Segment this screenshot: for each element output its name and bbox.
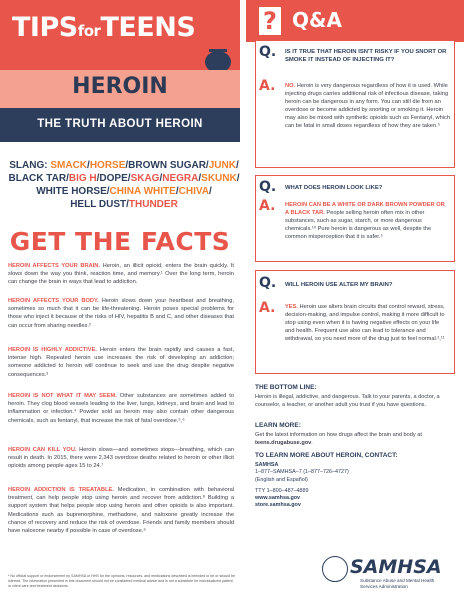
answer-text: NO. Heroin is very dangerous regardless of how it is used. While injecting drugs carries additional risk of infectious disease, taking heroin can be dangerous in any form. You can still die from an overdose or become addicted by snorting or smoking it. Heroin may also be mixed with synthetic opioids such as Fentanyl, which can be fatal in small doses regardless of how they are taken.⁵	[285, 83, 451, 129]
facts-heading: GET THE FACTS	[9, 227, 231, 256]
fact-paragraph: HEROIN IS HIGHLY ADDICTIVE. Heroin enters the brain rapidly and causes a fast, intense high. Repeated heroin use increases the risk of developing an addiction; someone addicted to heroin will continue to seek and use the drug despite negative consequences.³	[8, 347, 234, 378]
a-label: A.	[259, 78, 276, 94]
samhsa-store-link[interactable]: store.samhsa.gov	[255, 502, 301, 509]
q-label: Q.	[259, 44, 277, 60]
learn-more-text: Get the latest information on how drugs affect the brain and body at teens.drugabuse.gov.	[255, 432, 422, 446]
a-label: A.	[259, 198, 276, 214]
teens-drugabuse-link[interactable]: teens.drugabuse.gov	[255, 439, 312, 446]
samhsa-logo-subtitle: Substance Abuse and Mental Health Services Administration	[360, 578, 435, 589]
question-text: IS IT TRUE THAT HEROIN ISN'T RISKY IF YOU SNORT OR SMOKE IT INSTEAD OF INJECTING IT?	[285, 49, 447, 63]
contact-language: (English and Español)	[255, 476, 308, 483]
q-label: Q.	[259, 275, 277, 291]
fact-paragraph: HEROIN AFFECTS YOUR BODY. Heroin slows down your heartbeat and breathing, sometimes so much that it can be life-threatening. Heroin poses special problems for those who inject it because of the risks of HIV, hepatitis B and C, and other diseases that can occur from sharing needles.²	[8, 298, 234, 329]
fact-paragraph: HEROIN IS NOT WHAT IT MAY SEEM. Other substances are sometimes added to heroin. They clog blood vessels leading to the liver, lungs, kidneys, and brain and lead to inflammation or infection.⁴ Powder sold as heroin may also contain other dangerous chemicals, such as fentanyl, that increase the risk of fatal overdose.⁵,⁶	[8, 393, 234, 424]
answer-text: YES. Heroin use alters brain circuits that control reward, stress, decision-making, and impulse control, making it more difficult to stop using even when it is having negative effects on your life and health. Frequent use also can lead to tolerance and withdrawal, so you need more of the drug just to feel normal.²,¹¹	[285, 304, 445, 342]
learn-more-heading: LEARN MORE:	[255, 422, 301, 429]
contact-phone[interactable]: 1–877–SAMHSA–7 (1–877–726–4727)	[255, 469, 349, 476]
contact-org: SAMHSA	[255, 462, 279, 468]
answer-text: HEROIN CAN BE A WHITE OR DARK BROWN POWDER OR A BLACK TAR. People selling heroin often mix in other substances, such as sugar, starch, or more dangerous chemicals.¹⁰ Pure heroin is dangerous as well, despite the common misperception that it is safer.⁵	[285, 202, 445, 240]
drug-name-heading: HEROIN	[72, 74, 168, 99]
fact-paragraph: HEROIN AFFECTS YOUR BRAIN. Heroin, an illicit opioid, enters the brain quickly. It slows down the way you think, reaction time, and memory.¹ Over the long term, heroin can change the brain in ways that lead to addiction.	[8, 263, 234, 286]
slang-list: SLANG: SMACK/HORSE/BROWN SUGAR/JUNK/ BLACK TAR/BIG H/DOPE/SKAG/NEGRA/SKUNK/ WHITE HORSE/CHINA WHITE/CHIVA/ HELL DUST/THUNDER	[8, 160, 240, 210]
fact-paragraph: HEROIN ADDICTION IS TREATABLE. Medication, in combination with behavioral treatment, can help people stop using heroin and recover from addiction.⁸ Building a support system that helps people stop using heroin and other opioids is also important. Medications such as buprenorphine, methadone, and naloxone greatly increase the chance of recovery and reduce the risk of overdose. Friends and family members should have naloxone nearby if possible in case of overdose.⁹	[8, 487, 234, 535]
question-mark-icon: ?	[259, 7, 281, 35]
qa-title: Q&A	[292, 8, 342, 32]
contact-block	[255, 462, 455, 510]
a-label: A.	[259, 300, 276, 316]
contact-heading: TO LEARN MORE ABOUT HEROIN, CONTACT:	[255, 452, 398, 459]
fact-paragraph: HEROIN CAN KILL YOU. Heroin slows—and sometimes stops—breathing, which can result in death. In 2015, there were 2,343 overdose deaths related to heroin or other illicit opioids among people ages 15 to 24.⁷	[8, 447, 234, 470]
samhsa-logo: SAMHSA	[350, 556, 442, 578]
question-text: WILL HEROIN USE ALTER MY BRAIN?	[285, 282, 393, 288]
hhs-seal-icon	[322, 556, 348, 582]
subtitle: THE TRUTH ABOUT HEROIN	[37, 118, 203, 130]
samhsa-website-link[interactable]: www.samhsa.gov	[255, 495, 301, 502]
bottom-line-heading: THE BOTTOM LINE:	[255, 384, 317, 391]
disclaimer-footnote: * No official support or endorsement by SAMHSA or HHS for the opinions, resources, and medications described is intended to be or should be inferred. The information presented in this document should not be considered medical advice and is not a substitute for individualized patient or client care and treatment decisions.	[8, 574, 236, 588]
bottom-line-text: Heroin is illegal, addictive, and dangerous. Talk to your parents, a doctor, a counselor, a teacher, or another adult you trust if you have questions.	[255, 394, 440, 408]
question-text: WHAT DOES HEROIN LOOK LIKE?	[285, 185, 383, 191]
q-label: Q.	[259, 179, 277, 195]
tips-for-teens-title: TIPSforTEENS	[12, 12, 196, 43]
contact-tty[interactable]: TTY 1–800–487–4889	[255, 487, 309, 494]
